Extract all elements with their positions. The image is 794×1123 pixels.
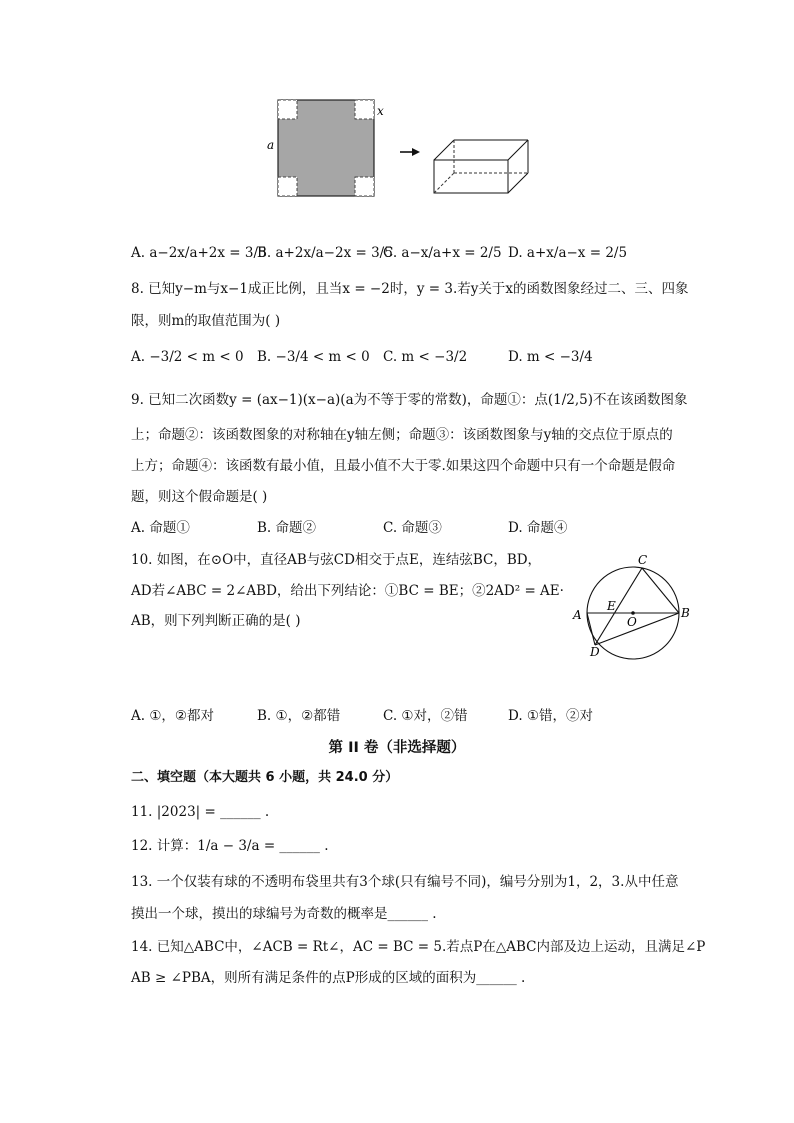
corner-cut-tr	[355, 100, 374, 119]
q8-line-2: 限，则m的取值范围为( )	[131, 313, 281, 329]
q9-line-4: 题，则这个假命题是( )	[131, 489, 268, 505]
q10-option-c: C. ①对，②错	[383, 708, 468, 724]
label-a: a	[267, 138, 275, 152]
q10-option-b: B. ①，②都错	[257, 708, 341, 724]
label-x: x	[377, 104, 384, 118]
label-fig-b: B	[681, 606, 690, 620]
q13-line-2: 摸出一个球，摸出的球编号为奇数的概率是______ .	[131, 906, 437, 922]
arrow-head	[412, 148, 420, 156]
chord-bd	[595, 613, 679, 645]
q9-option-a: A. 命题①	[131, 520, 190, 536]
label-fig-c: C	[638, 553, 648, 567]
q10-line-1: 10. 如图，在⊙O中，直径AB与弦CD相交于点E，连结弦BC，BD，	[131, 552, 542, 568]
section2-heading: 二、填空题（本大题共 6 小题，共 24.0 分）	[131, 770, 399, 785]
q9-option-b: B. 命题②	[257, 520, 317, 536]
corner-cut-br	[355, 177, 374, 196]
q9-option-c: C. 命题③	[383, 520, 442, 536]
corner-cut-bl	[278, 177, 297, 196]
q10-line-3: AB，则下列判断正确的是( )	[131, 613, 301, 629]
q14-line-2: AB ≥ ∠PBA，则所有满足条件的点P形成的区域的面积为______ .	[131, 970, 526, 986]
q10-line-2: AD若∠ABC = 2∠ABD，给出下列结论：①BC = BE；②2AD² = AE·	[131, 583, 564, 599]
q10-option-a: A. ①，②都对	[131, 708, 215, 724]
q9-line-3: 上方；命题④：该函数有最小值，且最小值不大于零.如果这四个命题中只有一个命题是假命	[131, 458, 676, 474]
chord-ad	[587, 613, 595, 645]
box-folding-figure	[262, 92, 542, 204]
q9-option-d: D. 命题④	[508, 520, 568, 536]
q7-option-c: C. a−x/a+x = 2/5	[383, 245, 502, 261]
q11: 11. |2023| = ______ .	[131, 804, 270, 820]
q13-line-1: 13. 一个仅装有球的不透明布袋里共有3个球(只有编号不同)，编号分别为1，2，3.从中任意	[131, 874, 679, 890]
q7-option-d: D. a+x/a−x = 2/5	[508, 245, 628, 261]
q8-option-a: A. −3/2 < m < 0	[131, 349, 244, 365]
q7-option-a: A. a−2x/a+2x = 3/5	[131, 245, 267, 261]
q9-line-1: 9. 已知二次函数y = (ax−1)(x−a)(a为不等于零的常数)，命题①：点(1/2,5)不在该函数图象	[131, 392, 688, 408]
q14-line-1: 14. 已知△ABC中，∠ACB = Rt∠，AC = BC = 5.若点P在△ABC内部及边上运动，且满足∠P	[131, 939, 706, 955]
q12: 12. 计算：1/a − 3/a = ______ .	[131, 838, 329, 854]
label-fig-d: D	[590, 645, 600, 659]
corner-cut-tl	[278, 100, 297, 119]
box-front	[434, 160, 508, 193]
circle-figure	[566, 550, 700, 662]
q8-line-1: 8. 已知y−m与x−1成正比例，且当x = −2时，y = 3.若y关于x的函数图象经过二、三、四象	[131, 281, 689, 297]
label-fig-o: O	[627, 615, 637, 629]
q8-option-d: D. m < −3/4	[508, 349, 593, 365]
label-fig-e: E	[607, 599, 616, 613]
label-fig-a: A	[573, 608, 582, 622]
q7-option-b: B. a+2x/a−2x = 3/5	[257, 245, 393, 261]
q10-option-d: D. ①错，②对	[508, 708, 594, 724]
q9-line-2: 上；命题②：该函数图象的对称轴在y轴左侧；命题③：该函数图象与y轴的交点位于原点的	[131, 427, 673, 443]
part2-title: 第 II 卷（非选择题）	[328, 740, 466, 756]
q8-option-c: C. m < −3/2	[383, 349, 468, 365]
q8-option-b: B. −3/4 < m < 0	[257, 349, 370, 365]
